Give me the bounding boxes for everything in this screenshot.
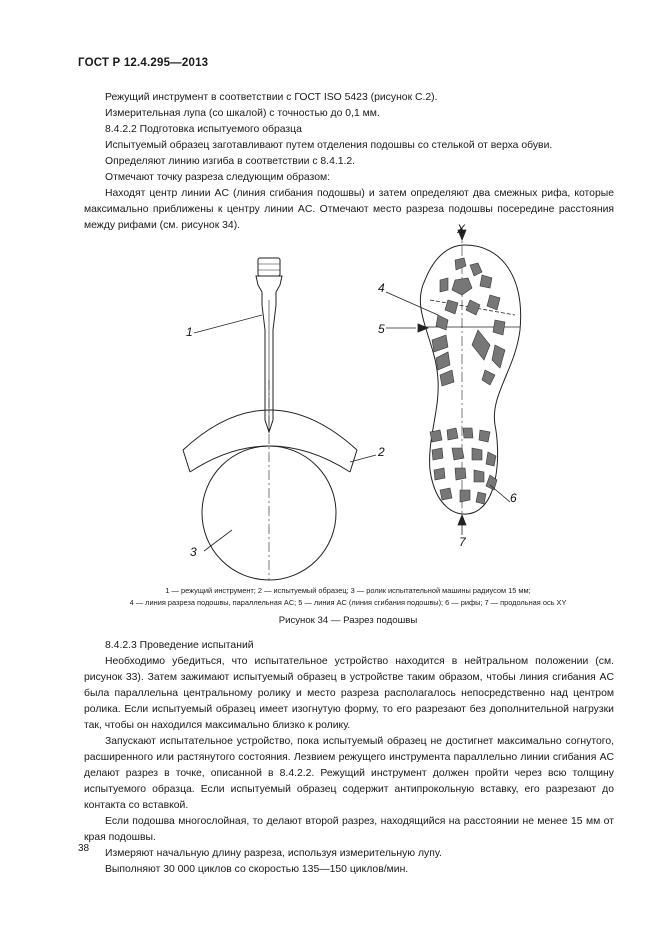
paragraph: Если подошва многослойная, то делают второй разрез, находящийся на расстоянии не менее 15 мм от края подошвы. [84, 816, 614, 843]
paragraph: Измеряют начальную длину разреза, используя измерительную лупу. [105, 848, 442, 859]
paragraph: Запускают испытательное устройство, пока испытуемый образец не достигнет максимально согнутого, расширенного или растянутого состояния. Лезвием режущего инструмента параллельно линии сгибания AC делают разрез в точке, описанной в 8.4.2.2. Режущий инструмент должен пройти через всю толщину испытуемого образца. Если испытуемый образец содержит антипрокольную вставку, его разрезают до контакта со вставкой. [84, 736, 614, 811]
label-3: 3 [190, 545, 197, 559]
sample-and-roller-drawing [183, 380, 357, 580]
label-x: X [457, 222, 466, 236]
figure-title: Рисунок 34 — Разрез подошвы [278, 615, 418, 626]
section-heading: 8.4.2.2 Подготовка испытуемого образца [105, 124, 302, 135]
text-block-top [84, 90, 614, 234]
figure-caption [78, 585, 618, 608]
label-5: 5 [378, 322, 385, 336]
paragraph: Измерительная лупа (со шкалой) с точностью до 0,1 мм. [105, 108, 380, 119]
label-4: 4 [378, 281, 385, 295]
figure-34 [150, 218, 550, 559]
label-2: 2 [378, 445, 385, 459]
paragraph: Необходимо убедиться, что испытательное устройство находится в нейтральном положении (см. рисунок 33). Затем зажимают испытуемый образец в устройстве таким образом, чтобы линия сгибания AC была параллельна центральному ролику и место разреза располагалось непосредственно над центром ролика. Если испытуемый образец имеет изогнутую форму, то его разрезают без дополнительной нагрузки так, чтобы он находился максимально близко к ролику. [84, 656, 614, 731]
paragraph: Выполняют 30 000 циклов со скоростью 135—150 циклов/мин. [105, 864, 409, 875]
caption-line: 1 — режущий инструмент; 2 — испытуемый образец; 3 — ролик испытательной машины радиусом 15 мм; [165, 586, 531, 595]
paragraph: Определяют линию изгиба в соответствии с 8.4.1.2. [105, 156, 356, 167]
caption-line: 4 — линия разреза подошвы, параллельная AC; 5 — линия AC (линия сгибания подошвы); 6 — рифы; 7 — продольная ось XY [129, 597, 567, 607]
page-number: 38 [78, 843, 90, 854]
paragraph: Отмечают точку разреза следующим образом: [105, 172, 331, 183]
document-header: ГОСТ Р 12.4.295—2013 [78, 57, 209, 69]
label-7: 7 [459, 535, 466, 549]
label-6: 6 [510, 491, 517, 505]
text-block-bottom [84, 638, 614, 878]
label-1: 1 [186, 325, 193, 339]
section-heading: 8.4.2.3 Проведение испытаний [105, 640, 254, 651]
paragraph: Режущий инструмент в соответствии с ГОСТ ISO 5423 (рисунок С.2). [105, 92, 438, 103]
sole-drawing [420, 228, 520, 528]
figure-labels [186, 222, 517, 559]
leader-lines [194, 228, 510, 551]
paragraph: Испытуемый образец заготавливают путем отделения подошвы со стелькой от верха обуви. [105, 140, 553, 151]
paragraph: Находят центр линии AC (линия сгибания подошвы) и затем определяют два смежных рифа, которые максимально приближены к центру линии AC. Отмечают место разреза подошвы посередине расстояния между рифами (см. рисунок 34). [84, 188, 614, 231]
